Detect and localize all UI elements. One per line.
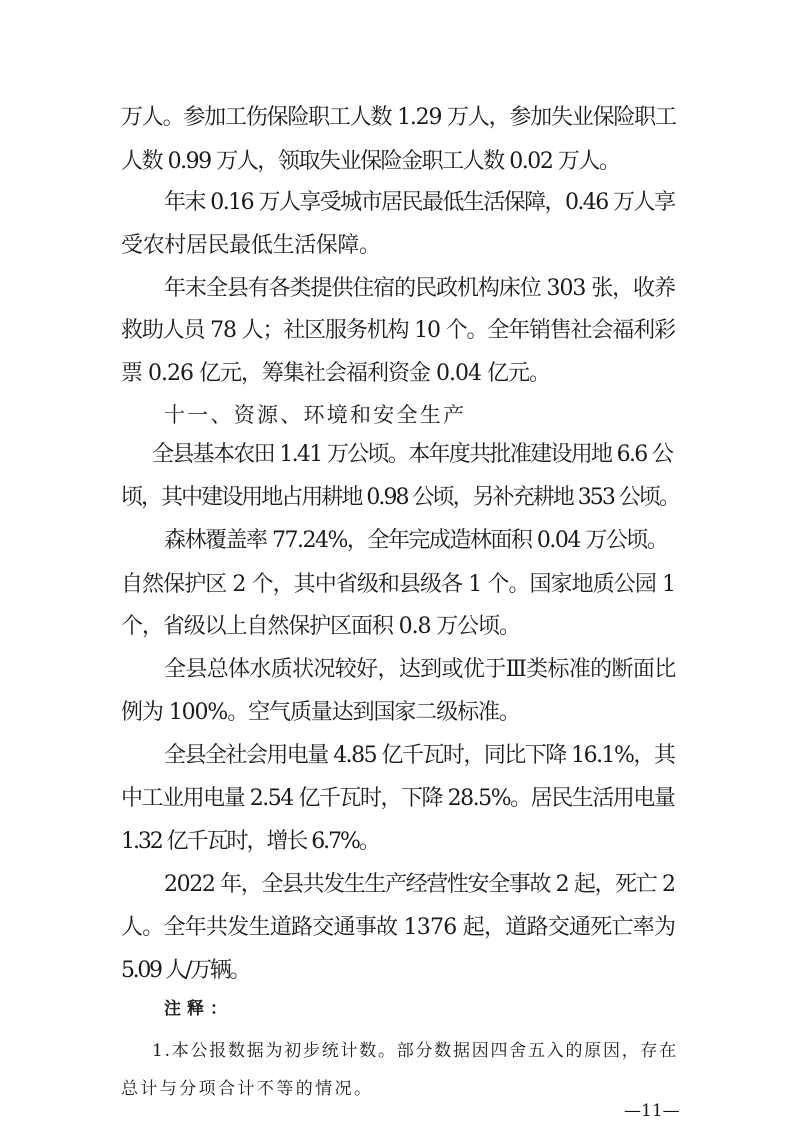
text-line-17: 中工业用电量 2.54 亿千瓦时，下降 28.5%。居民生活用电量 [121,786,675,811]
text-line-2: 人数 0.99 万人，领取失业保险金职工人数 0.02 万人。 [121,149,620,174]
note-line-2: 总计与分项合计不等的情况。 [121,1079,374,1099]
notes-title: 注释： [164,999,233,1019]
note-line-1: 1.本公报数据为初步统计数。部分数据因四舍五入的原因，存在 [152,1041,678,1061]
text-line-12: 自然保护区 2 个，其中省级和县级各 1 个。国家地质公园 1 [121,572,676,597]
text-line-9: 全县基本农田 1.41 万公顷。本年度共批准建设用地 6.6 公 [152,442,673,467]
text-line-3: 年末 0.16 万人享受城市居民最低生活保障，0.46 万人享 [164,190,675,215]
text-line-15: 例为 100%。空气质量达到国家二级标准。 [121,700,520,725]
text-line-7: 票 0.26 亿元，筹集社会福利资金 0.04 亿元。 [121,361,550,386]
text-line-19: 2022 年，全县共发生生产经营性安全事故 2 起，死亡 2 [164,872,675,897]
text-line-16: 全县全社会用电量 4.85 亿千瓦时，同比下降 16.1%，其 [164,743,675,768]
text-line-6: 救助人员 78 人；社区服务机构 10 个。全年销售社会福利彩 [121,318,675,343]
text-line-11: 森林覆盖率 77.24%，全年完成造林面积 0.04 万公顷。 [164,528,668,553]
section-heading: 十一、资源、环境和安全生产 [164,403,467,427]
text-line-5: 年末全县有各类提供住宿的民政机构床位 303 张，收养 [164,276,675,301]
page-number: —11— [624,1101,680,1121]
text-line-1: 万人。参加工伤保险职工人数 1.29 万人，参加失业保险职工 [121,105,676,130]
text-line-10: 顷，其中建设用地占用耕地 0.98 公顷，另补充耕地 353 公顷。 [121,485,679,510]
text-line-21: 5.09 人/万辆。 [121,958,250,983]
text-line-13: 个，省级以上自然保护区面积 0.8 万公顷。 [121,614,520,639]
text-line-4: 受农村居民最低生活保障。 [121,233,381,258]
text-line-20: 人。全年共发生道路交通事故 1376 起，道路交通死亡率为 [121,915,676,940]
text-line-18: 1.32 亿千瓦时，增长 6.7%。 [121,829,379,854]
text-line-14: 全县总体水质状况较好，达到或优于Ⅲ类标准的断面比 [164,657,676,682]
